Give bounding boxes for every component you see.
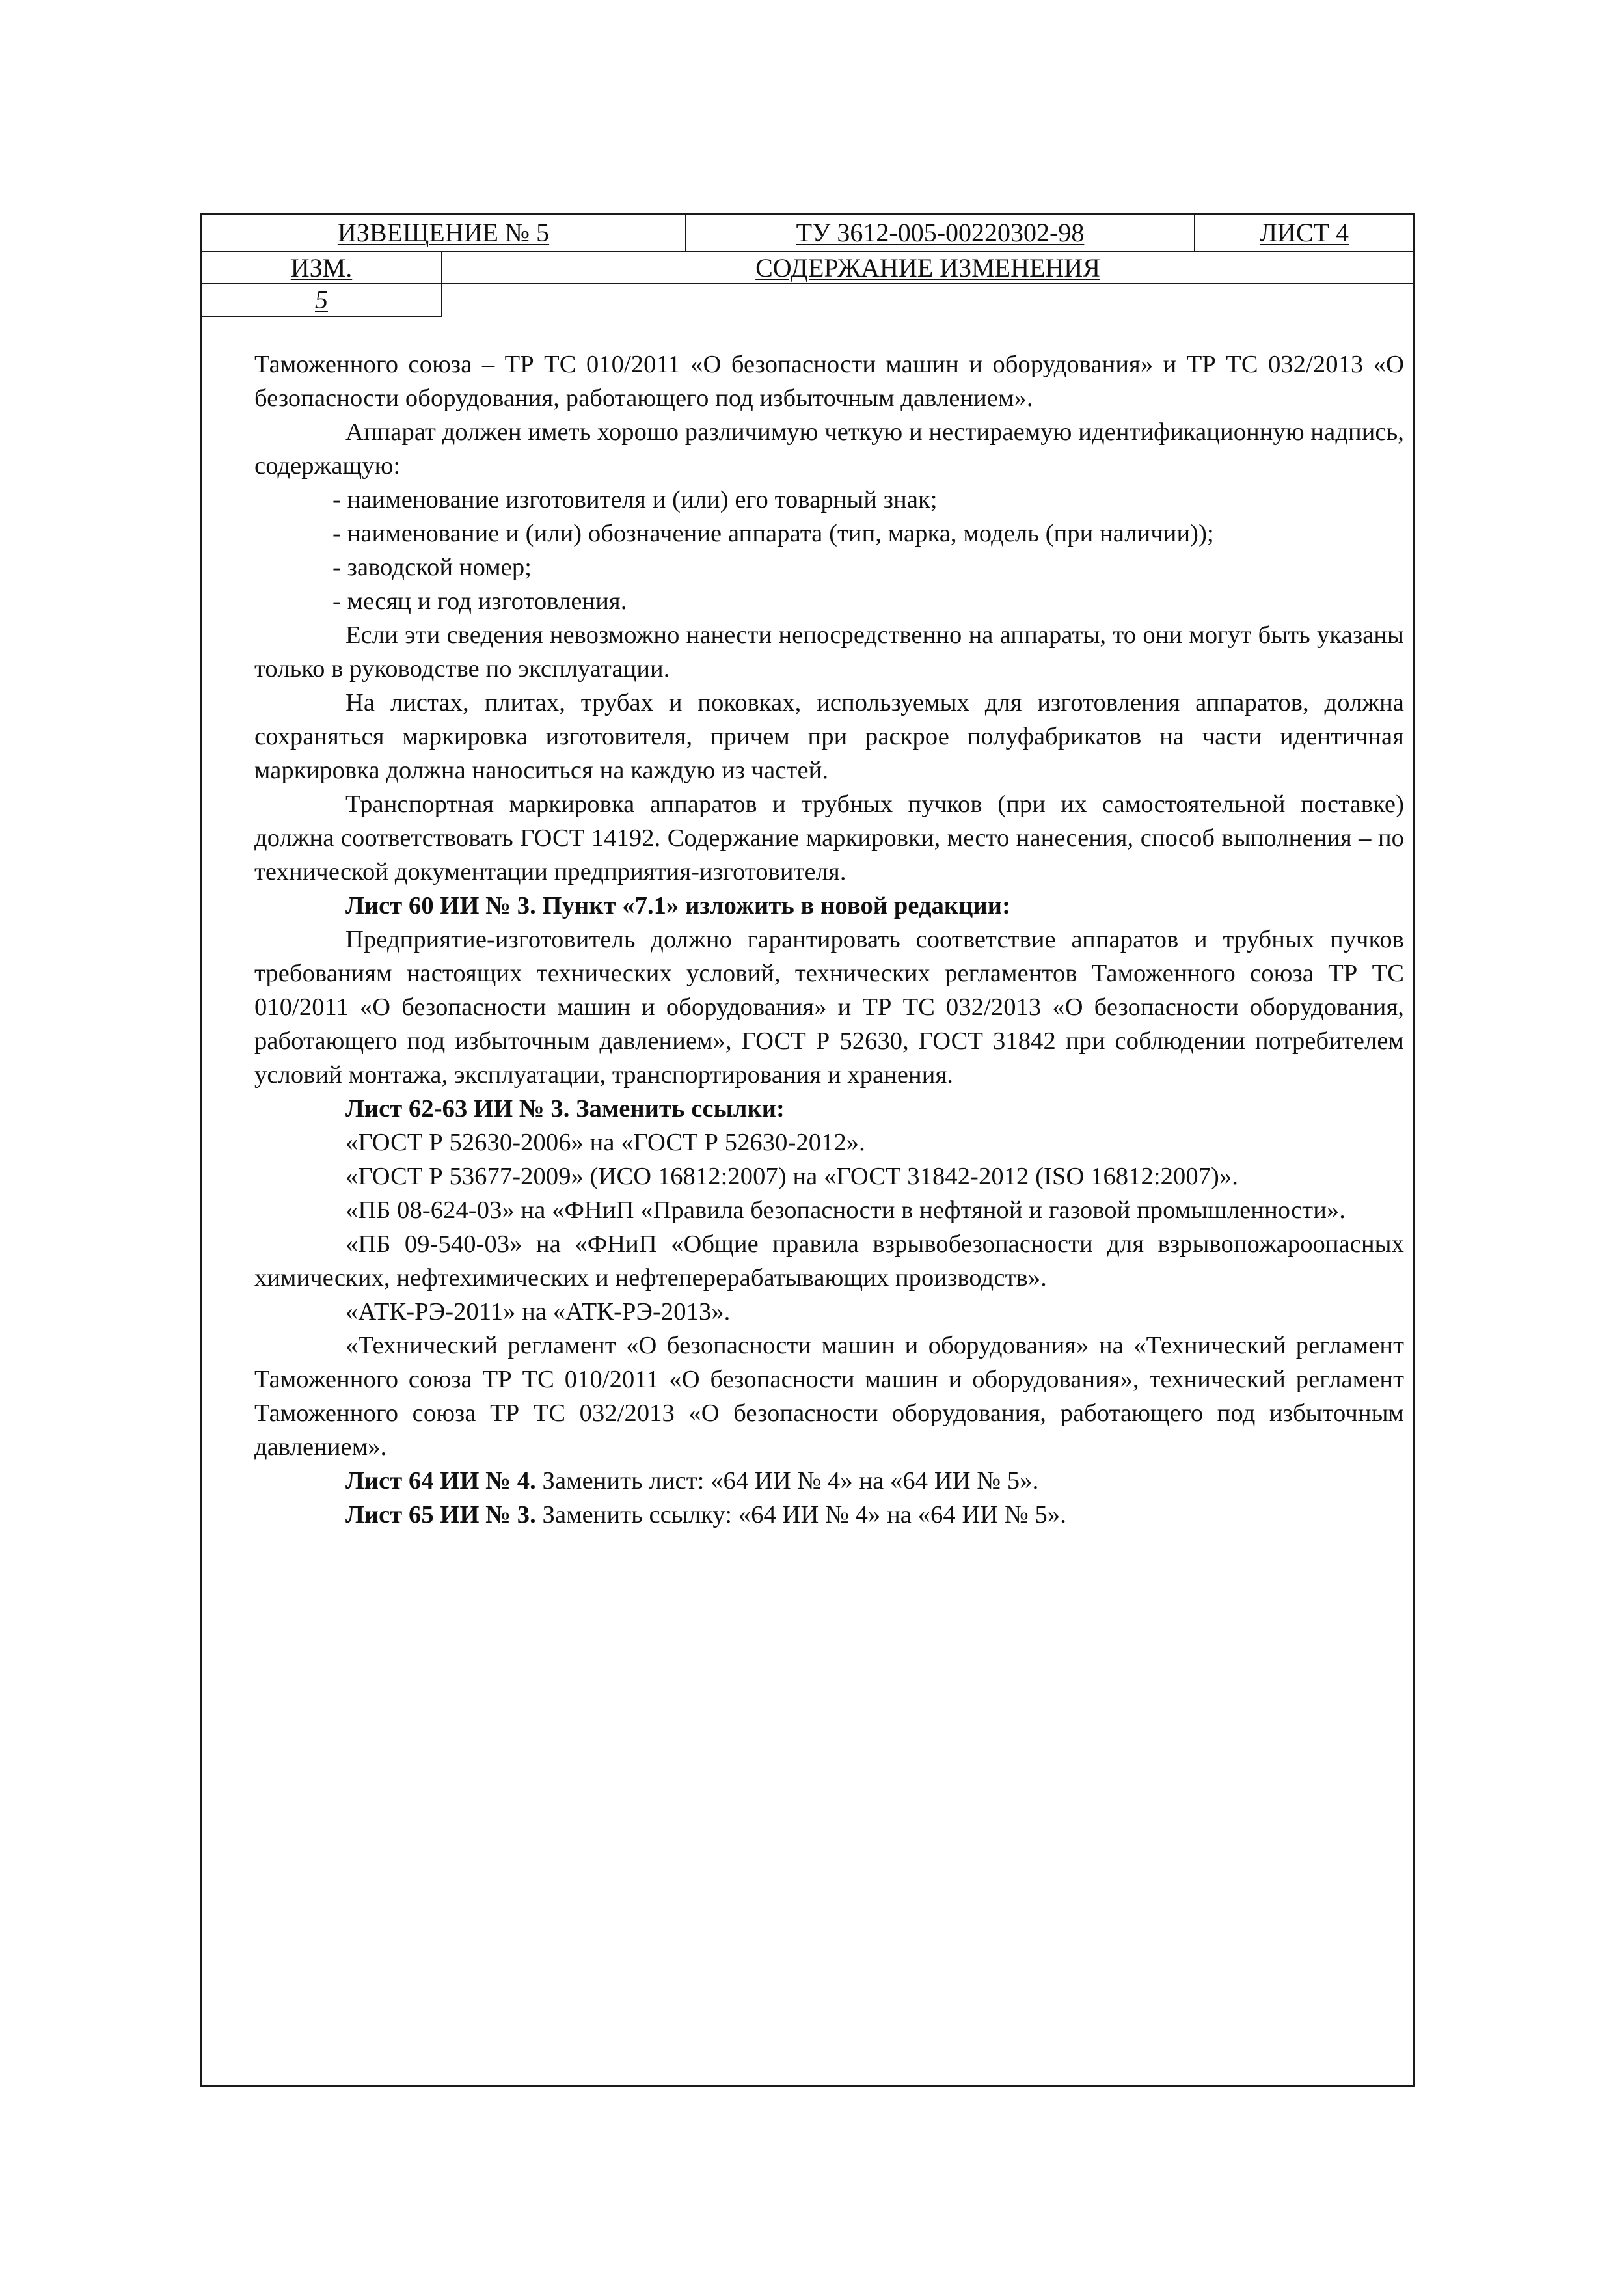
change-label: ИЗМ. xyxy=(290,253,353,282)
heading-sheet-65 xyxy=(254,1498,1404,1532)
list-item: - наименование и (или) обозначение аппарата (тип, марка, модель (при наличии)); xyxy=(332,520,1214,547)
paragraph-guarantee: Предприятие-изготовитель должно гарантировать соответствие аппаратов и трубных пучков требованиям настоящих технических условий, технических регламентов Таможенного союза ТР ТС 010/2011 «О безопасности машин и оборудования» и ТР ТС 032/2013 «О безопасности оборудования, работающего под избыточным давлением», ГОСТ Р 52630, ГОСТ 31842 при соблюдении потребителем условий монтажа, эксплуатации, транспортирования и хранения. xyxy=(254,926,1404,1089)
heading-sheet-65-text: Заменить ссылку: «64 ИИ № 4» на «64 ИИ № 5». xyxy=(535,1501,1066,1528)
change-number-wrap xyxy=(202,284,441,316)
notice-cell xyxy=(202,215,686,251)
heading-sheet-64 xyxy=(254,1464,1404,1498)
reference-replacement: «Технический регламент «О безопасности машин и оборудования» на «Технический регламент Таможенного союза ТР ТС 010/2011 «О безопасности машин и оборудования», технический регламент Таможенного союза ТР ТС 032/2013 «О безопасности оборудования, работающего под избыточным давлением». xyxy=(254,1332,1404,1461)
content-label: СОДЕРЖАНИЕ ИЗМЕНЕНИЯ xyxy=(755,253,1100,282)
reference-replacement: «АТК-РЭ-2011» на «АТК-РЭ-2013». xyxy=(345,1298,731,1325)
heading-sheet-62-63-text: Лист 62-63 ИИ № 3. Заменить ссылки: xyxy=(345,1095,785,1122)
list-item: - наименование изготовителя и (или) его товарный знак; xyxy=(332,486,938,513)
change-content xyxy=(254,347,1404,1532)
spec-cell xyxy=(686,215,1195,251)
change-number: 5 xyxy=(315,285,328,314)
list-item: - месяц и год изготовления. xyxy=(332,588,627,615)
reference-replacement: «ГОСТ Р 53677-2009» (ИСО 16812:2007) на «ГОСТ 31842-2012 (ISO 16812:2007)». xyxy=(345,1163,1239,1190)
notice-number: ИЗВЕЩЕНИЕ № 5 xyxy=(337,218,550,247)
content-label-cell xyxy=(442,252,1413,283)
reference-replacement: «ПБ 09-540-03» на «ФНиП «Общие правила взрывобезопасности для взрывопожароопасных химических, нефтехимических и нефтеперерабатывающих производств». xyxy=(254,1230,1404,1292)
heading-sheet-64-bold: Лист 64 ИИ № 4. xyxy=(345,1467,536,1495)
page-frame xyxy=(200,213,1415,2087)
sheet-number: ЛИСТ 4 xyxy=(1259,218,1349,247)
list-item: - заводской номер; xyxy=(332,554,532,581)
header-row-top xyxy=(202,215,1413,252)
paragraph-identification: Аппарат должен иметь хорошо различимую четкую и нестираемую идентификационную надпись, содержащую: xyxy=(254,418,1404,480)
spec-number: ТУ 3612-005-00220302-98 xyxy=(796,218,1085,247)
paragraph-customs-union: Таможенного союза – ТР ТС 010/2011 «О безопасности машин и оборудования» и ТР ТС 032/2013 «О безопасности оборудования, работающего под избыточным давлением». xyxy=(254,351,1404,412)
sheet-cell xyxy=(1195,215,1413,251)
change-label-cell xyxy=(202,252,442,283)
header-row-labels xyxy=(202,252,1413,284)
paragraph-transport-marking: Транспортная маркировка аппаратов и трубных пучков (при их самостоятельной поставке) должна соответствовать ГОСТ 14192. Содержание маркировки, место нанесения, способ выполнения – по технической документации предприятия-изготовителя. xyxy=(254,791,1404,886)
reference-replacement: «ГОСТ Р 52630-2006» на «ГОСТ Р 52630-2012». xyxy=(345,1129,865,1156)
reference-replacement: «ПБ 08-624-03» на «ФНиП «Правила безопасности в нефтяной и газовой промышленности». xyxy=(345,1197,1346,1224)
heading-sheet-64-text: Заменить лист: «64 ИИ № 4» на «64 ИИ № 5». xyxy=(535,1467,1039,1495)
paragraph-manual: Если эти сведения невозможно нанести непосредственно на аппараты, то они могут быть указаны только в руководстве по эксплуатации. xyxy=(254,621,1404,683)
heading-sheet-60 xyxy=(254,889,1404,923)
heading-sheet-60-text: Лист 60 ИИ № 3. Пункт «7.1» изложить в новой редакции: xyxy=(345,892,1010,919)
change-number-cell xyxy=(202,284,442,317)
heading-sheet-62-63 xyxy=(254,1092,1404,1126)
heading-sheet-65-bold: Лист 65 ИИ № 3. xyxy=(345,1501,536,1528)
paragraph-marking: На листах, плитах, трубах и поковках, используемых для изготовления аппаратов, должна сохраняться маркировка изготовителя, причем при раскрое полуфабрикатов на части идентичная маркировка должна наноситься на каждую из частей. xyxy=(254,689,1404,784)
